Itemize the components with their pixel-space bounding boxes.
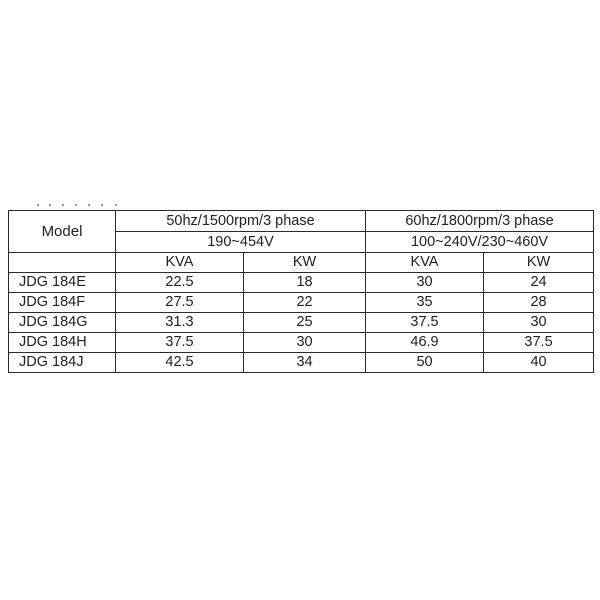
table-row (9, 273, 594, 293)
kw-50-cell: 22 (244, 293, 366, 313)
col-header-kva-50: KVA (116, 253, 244, 273)
kva-60-cell: 35 (366, 293, 484, 313)
blank-model-cell (9, 253, 116, 273)
kva-50-cell: 27.5 (116, 293, 244, 313)
model-cell: JDG 184G (9, 313, 116, 333)
table-row (9, 293, 594, 313)
kw-60-cell: 40 (484, 353, 594, 373)
scan-dots-decoration (36, 203, 126, 207)
kva-50-cell: 42.5 (116, 353, 244, 373)
table-row (9, 313, 594, 333)
generator-spec-table (8, 210, 594, 373)
table-row (9, 353, 594, 373)
table-row (9, 333, 594, 353)
kva-50-cell: 31.3 (116, 313, 244, 333)
kva-50-cell: 22.5 (116, 273, 244, 293)
kw-60-cell: 37.5 (484, 333, 594, 353)
group-60hz-voltage: 100~240V/230~460V (366, 232, 594, 253)
col-header-kw-50: KW (244, 253, 366, 273)
kw-60-cell: 30 (484, 313, 594, 333)
kva-60-cell: 37.5 (366, 313, 484, 333)
kw-50-cell: 18 (244, 273, 366, 293)
col-header-kw-60: KW (484, 253, 594, 273)
col-header-kva-60: KVA (366, 253, 484, 273)
header-row-frequency (9, 211, 594, 232)
group-60hz-header: 60hz/1800rpm/3 phase (366, 211, 594, 232)
group-50hz-header: 50hz/1500rpm/3 phase (116, 211, 366, 232)
kw-50-cell: 30 (244, 333, 366, 353)
model-cell: JDG 184H (9, 333, 116, 353)
model-cell: JDG 184F (9, 293, 116, 313)
kw-60-cell: 24 (484, 273, 594, 293)
kva-60-cell: 46.9 (366, 333, 484, 353)
kva-50-cell: 37.5 (116, 333, 244, 353)
model-header: Model (9, 211, 116, 253)
kva-60-cell: 30 (366, 273, 484, 293)
model-cell: JDG 184J (9, 353, 116, 373)
kva-60-cell: 50 (366, 353, 484, 373)
kw-60-cell: 28 (484, 293, 594, 313)
kw-50-cell: 25 (244, 313, 366, 333)
header-row-units (9, 253, 594, 273)
kw-50-cell: 34 (244, 353, 366, 373)
group-50hz-voltage: 190~454V (116, 232, 366, 253)
model-cell: JDG 184E (9, 273, 116, 293)
